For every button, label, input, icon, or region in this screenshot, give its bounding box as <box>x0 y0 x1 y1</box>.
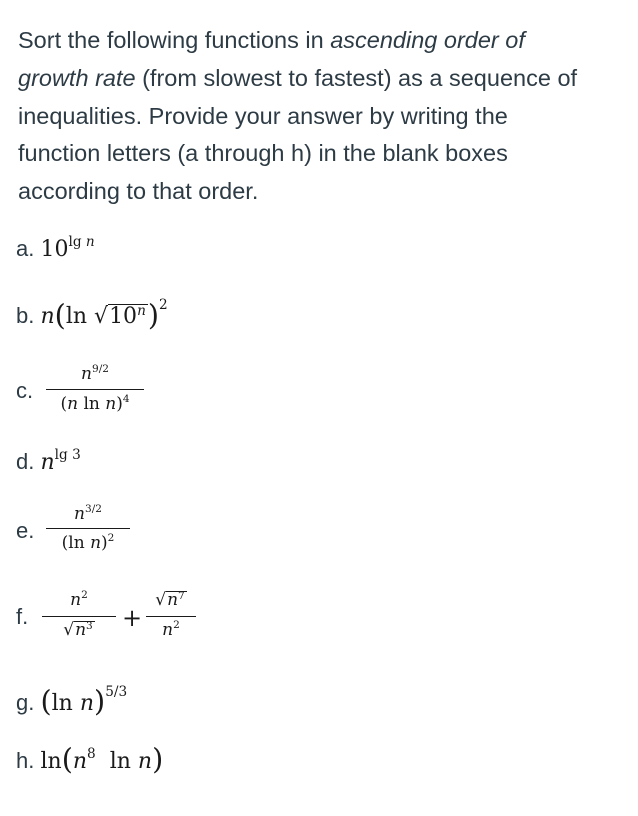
fraction-denominator: (ln n)$^2$ <box>61 532 115 553</box>
sqrt-symbol: $√n^7$ <box>155 590 185 610</box>
function-h-expression: $\ln(n^8$ ln n) <box>40 742 164 776</box>
fraction-denominator: (n ln n)$^4$ <box>60 393 130 414</box>
fraction-denominator <box>42 620 116 640</box>
prompt-line-5: according to that order. <box>18 178 259 205</box>
function-g-expression: (ln n)$^{5/3}$ <box>40 684 128 718</box>
fraction-bar <box>46 389 144 390</box>
function-g: g. (ln n)$^{5/3}$ <box>16 684 128 718</box>
function-a-expression: $10^{lg n}$ <box>40 234 95 262</box>
function-b-expression: n(ln √10$^n$)$^2$ <box>40 297 168 332</box>
fraction-numerator: $n^2$ <box>70 589 88 610</box>
question-page: Sort the following functions in ascending order of growth rate (from slowest to fastest) as a sequence of inequalities. Provide your answer by writing the function letters (a through h) in the blank boxes according to that order. a. $10^{lg n}$ b. n(ln √10$^n$)$^2$ c. $n^{9/2}$ (n ln n)$^4$ d. $n^{lg 3}$ e. $n^{3/2}$ (ln n)$^2$ f. $n^2$ $√n^3$ + $√n^7$ $n^2$ g. (ln n)$^{5/3}$ h. $\ln(n^8$ ln n) <box>0 0 638 816</box>
function-e-fraction <box>46 500 130 560</box>
function-d-expression: $n^{lg 3}$ <box>40 447 81 475</box>
prompt-line-4: function letters (a through h) in the blank boxes <box>18 140 508 167</box>
function-d: d. $n^{lg 3}$ <box>16 447 81 475</box>
fraction-bar <box>46 528 130 529</box>
fraction-bar <box>146 616 196 617</box>
function-c-fraction <box>46 362 144 420</box>
question-prompt <box>18 22 623 211</box>
function-b: b. n(ln √10$^n$)$^2$ <box>16 297 168 332</box>
fraction-numerator: $n^{3/2}$ <box>74 503 102 524</box>
fraction-denominator: $n^2$ <box>162 619 180 640</box>
prompt-line-3: inequalities. Provide your answer by writing the <box>18 102 508 129</box>
function-f-term-1 <box>42 586 116 648</box>
function-f-term-2 <box>146 586 196 648</box>
function-h: h. $\ln(n^8$ ln n) <box>16 742 164 776</box>
function-a: a. $10^{lg n}$ <box>16 234 95 262</box>
prompt-line-2: growth rate (from slowest to fastest) as a sequence of <box>18 64 578 91</box>
prompt-line-1: Sort the following functions in ascending order of <box>18 27 525 53</box>
sqrt-symbol: √10$^n$ <box>94 303 146 329</box>
fraction-bar <box>42 616 116 617</box>
fraction-numerator <box>146 590 196 610</box>
fraction-numerator: $n^{9/2}$ <box>81 363 109 384</box>
plus-operator: + <box>122 604 143 632</box>
sqrt-symbol: $√n^3$ <box>63 620 93 640</box>
